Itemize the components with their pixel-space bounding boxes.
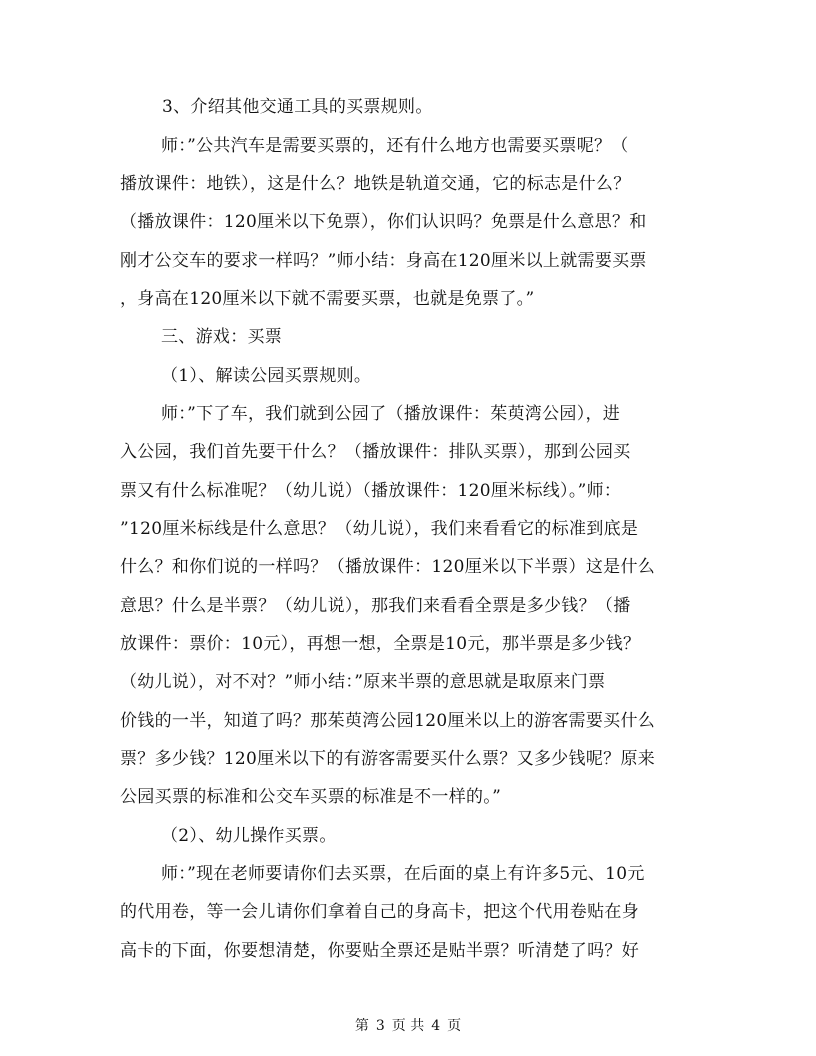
paragraph-line: （幼儿说），对不对？”师小结：”原来半票的意思就是取原来门票 <box>120 672 606 692</box>
paragraph-line: 师：”现在老师要请你们去买票，在后面的桌上有许多5元、10元 <box>161 864 645 884</box>
paragraph-line: 高卡的下面，你要想清楚，你要贴全票还是贴半票？听清楚了吗？好 <box>120 941 639 961</box>
footer-total-pages: 4 <box>431 1018 441 1034</box>
paragraph-line: 放课件：票价：10元），再想一想，全票是10元，那半票是多少钱？ <box>120 634 641 654</box>
paragraph-line: ”120厘米标线是什么意思？（幼儿说），我们来看看它的标准到底是 <box>120 519 639 539</box>
paragraph-line: 入公园，我们首先要干什么？（播放课件：排队买票），那到公园买 <box>120 442 631 462</box>
paragraph-line: 3、介绍其他交通工具的买票规则。 <box>162 97 433 117</box>
paragraph-line: 票？多少钱？120厘米以下的有游客需要买什么票？又多少钱呢？原来 <box>120 749 656 769</box>
footer-current-page: 3 <box>375 1018 385 1034</box>
paragraph-line: 刚才公交车的要求一样吗？”师小结：身高在120厘米以上就需要买票 <box>120 251 647 271</box>
footer-suffix: 页 <box>447 1018 462 1034</box>
paragraph-line: 师：”公共汽车是需要买票的，还有什么地方也需要买票呢？（ <box>161 136 629 156</box>
paragraph-line: 什么？和你们说的一样吗？（播放课件：120厘米以下半票）这是什么 <box>120 557 656 577</box>
footer-prefix: 第 <box>354 1018 369 1034</box>
paragraph-line: 的代用卷，等一会儿请你们拿着自己的身高卡，把这个代用卷贴在身 <box>120 902 639 922</box>
paragraph-line: 价钱的一半，知道了吗？那茱萸湾公园120厘米以上的游客需要买什么 <box>120 711 656 731</box>
paragraph-line: 票又有什么标准呢？（幼儿说）（播放课件：120厘米标线）。”师： <box>120 481 622 501</box>
paragraph-line: ，身高在120厘米以下就不需要买票，也就是免票了。” <box>120 289 535 309</box>
paragraph-line: 公园买票的标准和公交车买票的标准是不一样的。” <box>120 787 502 807</box>
subsection-heading: （2）、幼儿操作买票。 <box>161 826 337 846</box>
section-heading: 三、游戏：买票 <box>161 327 283 347</box>
subsection-heading: （1）、解读公园买票规则。 <box>161 366 372 386</box>
paragraph-line: 播放课件：地铁），这是什么？地铁是轨道交通，它的标志是什么？ <box>120 174 631 194</box>
paragraph-line: 师：”下了车，我们就到公园了（播放课件：茱萸湾公园），进 <box>161 404 621 424</box>
paragraph-line: （播放课件：120厘米以下免票），你们认识吗？免票是什么意思？和 <box>120 212 647 232</box>
page-footer <box>0 1016 816 1036</box>
footer-middle: 页 共 <box>391 1018 425 1034</box>
paragraph-line: 意思？什么是半票？（幼儿说），那我们来看看全票是多少钱？（播 <box>120 596 631 616</box>
